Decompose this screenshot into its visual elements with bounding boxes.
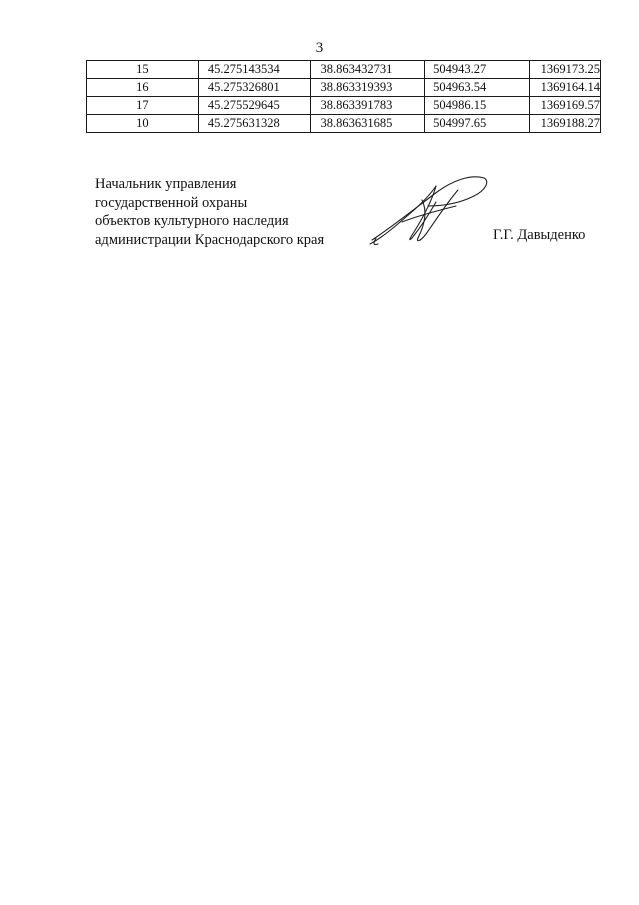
point-number: 10 bbox=[87, 115, 199, 133]
longitude-cell: 38.863391783 bbox=[311, 97, 425, 115]
signatory-title-line: Начальник управления bbox=[95, 176, 237, 192]
signer-name: Г.Г. Давыденко bbox=[493, 227, 586, 243]
x-coordinate-cell: 504963.54 bbox=[425, 79, 530, 97]
y-coordinate-cell: 1369169.57 bbox=[529, 97, 600, 115]
y-coordinate-cell: 1369164.14 bbox=[529, 79, 600, 97]
longitude-cell: 38.863432731 bbox=[311, 61, 425, 79]
table-row bbox=[87, 97, 601, 115]
latitude-cell: 45.275631328 bbox=[198, 115, 311, 133]
point-number: 16 bbox=[87, 79, 199, 97]
table-row bbox=[87, 115, 601, 133]
x-coordinate-cell: 504997.65 bbox=[425, 115, 530, 133]
handwritten-signature bbox=[362, 172, 492, 252]
x-coordinate-cell: 504943.27 bbox=[425, 61, 530, 79]
signatory-title bbox=[95, 175, 324, 249]
latitude-cell: 45.275143534 bbox=[198, 61, 311, 79]
point-number: 15 bbox=[87, 61, 199, 79]
y-coordinate-cell: 1369188.27 bbox=[529, 115, 600, 133]
latitude-cell: 45.275529645 bbox=[198, 97, 311, 115]
coordinates-table bbox=[86, 60, 601, 133]
signatory-title-line: администрации Краснодарского края bbox=[95, 231, 325, 248]
longitude-cell: 38.863319393 bbox=[311, 79, 425, 97]
signatory-title-line: объектов культурного наследия bbox=[95, 213, 289, 229]
page-number: 3 bbox=[315, 40, 324, 56]
table-row bbox=[87, 61, 601, 79]
table-row bbox=[87, 79, 601, 97]
point-number: 17 bbox=[87, 97, 199, 115]
signatory-title-line: государственной охраны bbox=[95, 194, 248, 211]
latitude-cell: 45.275326801 bbox=[198, 79, 311, 97]
y-coordinate-cell: 1369173.25 bbox=[529, 61, 600, 79]
longitude-cell: 38.863631685 bbox=[311, 115, 425, 133]
x-coordinate-cell: 504986.15 bbox=[425, 97, 530, 115]
